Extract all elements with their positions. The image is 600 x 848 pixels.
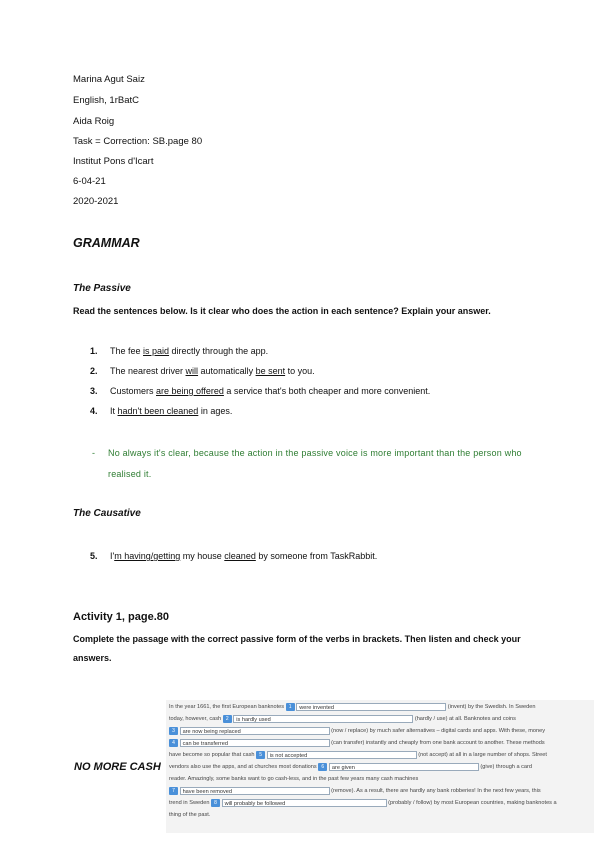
teacher-name: Aida Roig: [73, 116, 115, 127]
activity-instruction: Complete the passage with the correct passive form of the verbs in brackets. Then listen and check your answers.: [73, 634, 521, 663]
gap-answer-field[interactable]: have been removed: [180, 787, 330, 795]
passive-item-1: 1. The fee is paid directly through the app.: [90, 346, 269, 356]
exercise-line: today, however, cash 2 is hardly used (hardly / use) at all. Banknotes and coins: [169, 715, 516, 723]
exercise-line: trend in Sweden 8 will probably be followed (probably / follow) by most European countries, making banknotes a: [169, 799, 557, 807]
exercise-line: reader. Amazingly, some banks want to go cash-less, and in the past few years many cash machines: [169, 776, 419, 782]
passive-item-2: 2. The nearest driver will automatically be sent to you.: [90, 366, 315, 376]
date-line: 6-04-21: [73, 176, 106, 187]
gap-number-badge: 7: [169, 787, 178, 795]
gap-answer-field[interactable]: can be transferred: [180, 739, 330, 747]
exercise-screenshot: [166, 700, 594, 833]
gap-answer-field[interactable]: are now being replaced: [180, 727, 330, 735]
exercise-line: 7 have been removed (remove). As a result, there are hardly any bank robberies! In the next few years, this: [169, 786, 541, 796]
gap-number-badge: 5: [256, 751, 265, 759]
passive-heading: The Passive: [73, 283, 131, 294]
school-name: Institut Pons d'Icart: [73, 156, 154, 167]
exercise-line: vendors also use the apps, and at churches most donations 6 are given (give) through a card: [169, 763, 533, 771]
task-line: Task = Correction: SB.page 80: [73, 136, 203, 147]
student-name: Marina Agut Saiz: [73, 74, 145, 85]
causative-heading: The Causative: [73, 508, 141, 519]
gap-answer-field[interactable]: is hardly used: [233, 715, 413, 723]
exercise-line: thing of the past.: [169, 812, 211, 818]
gap-number-badge: 3: [169, 727, 178, 735]
activity-heading: Activity 1, page.80: [73, 611, 169, 623]
causative-item-5: 5. I'm having/getting my house cleaned by someone from TaskRabbit.: [90, 551, 378, 561]
no-more-cash-title: NO MORE CASH: [74, 761, 161, 773]
passive-answer: - No always it's clear, because the action in the passive voice is more important than the person who realised it.: [92, 448, 522, 479]
passive-item-3: 3. Customers are being offered a service that's both cheaper and more convenient.: [90, 386, 431, 396]
gap-number-badge: 2: [223, 715, 232, 723]
gap-number-badge: 4: [169, 739, 178, 747]
gap-answer-field[interactable]: were invented: [296, 703, 446, 711]
gap-number-badge: 8: [211, 799, 220, 807]
passive-item-4: 4. It hadn't been cleaned in ages.: [90, 406, 233, 416]
gap-number-badge: 1: [286, 703, 295, 711]
grammar-heading: GRAMMAR: [73, 236, 140, 250]
gap-answer-field[interactable]: will probably be followed: [222, 799, 387, 807]
gap-answer-field[interactable]: is not accepted: [267, 751, 417, 759]
exercise-line: have become so popular that cash 5 is not accepted (not accept) at all in a large number of shops. Street: [169, 751, 547, 759]
school-year: 2020-2021: [73, 196, 119, 207]
exercise-line: In the year 1661, the first European banknotes 1 were invented (invent) by the Swedish. In Sweden: [169, 703, 536, 711]
exercise-line: 3 are now being replaced (now / replace) by much safer alternatives – digital cards and apps. With these, money: [169, 726, 545, 736]
gap-number-badge: 6: [318, 763, 327, 771]
gap-answer-field[interactable]: are given: [329, 763, 479, 771]
passive-instruction: Read the sentences below. Is it clear who does the action in each sentence? Explain your answer.: [73, 306, 491, 316]
course-line: English, 1rBatC: [73, 95, 140, 106]
exercise-line: 4 can be transferred (can transfer) instantly and cheaply from one bank account to another. These methods: [169, 738, 545, 748]
